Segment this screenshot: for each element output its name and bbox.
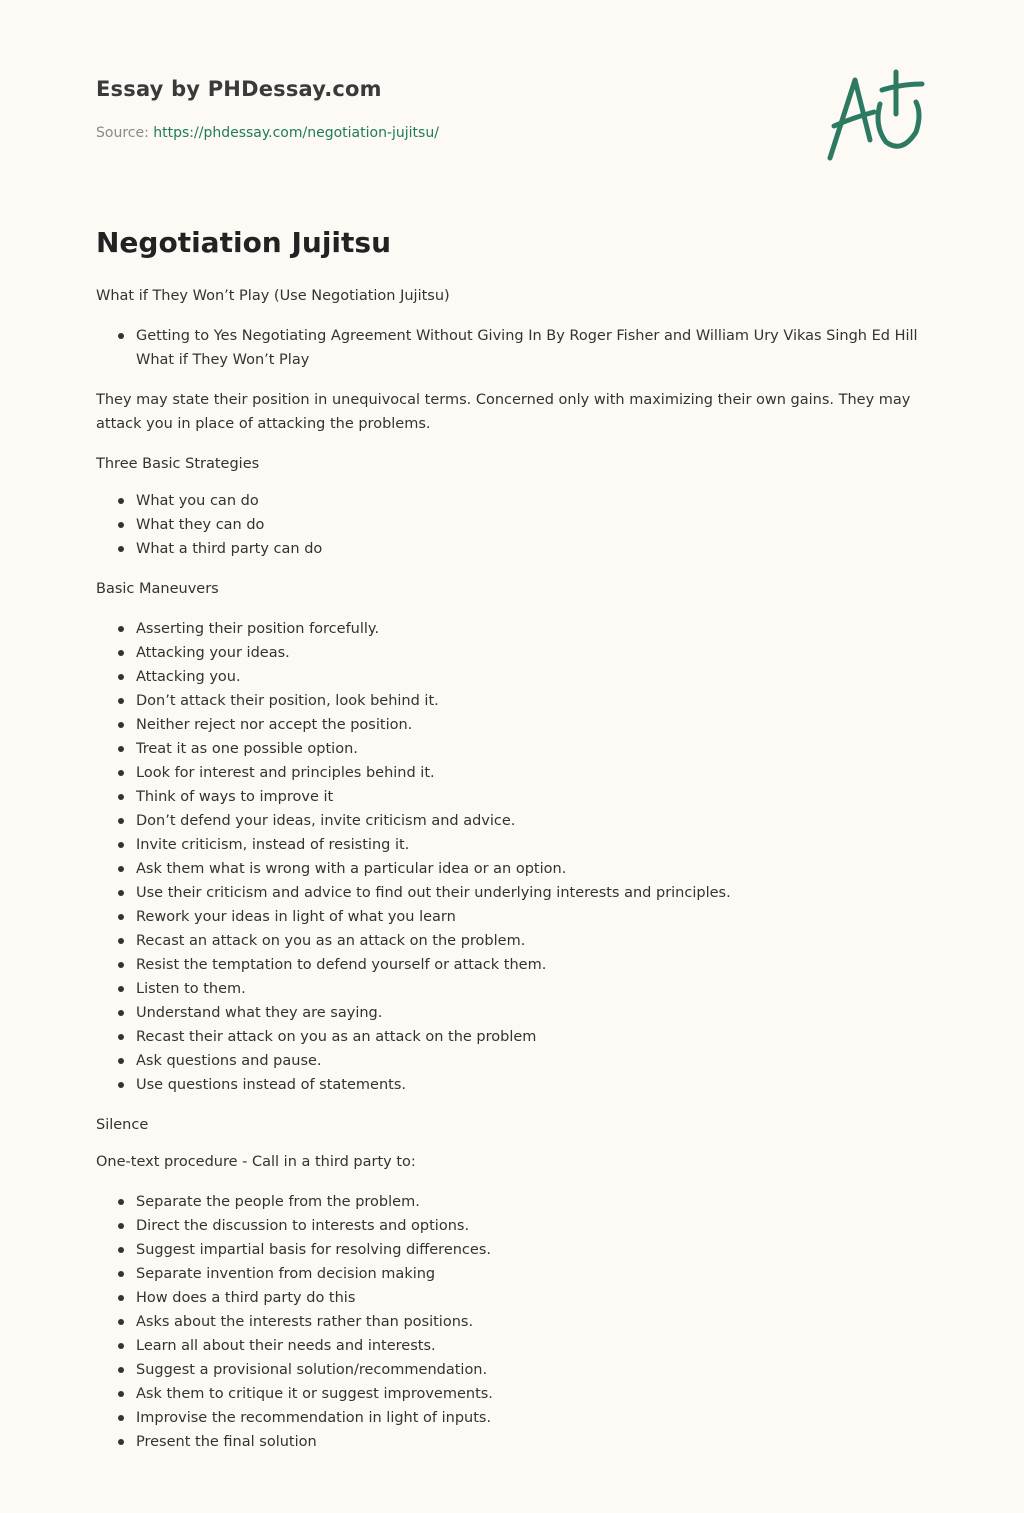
list-item: Improvise the recommendation in light of inputs.: [136, 1406, 926, 1430]
list-item: Direct the discussion to interests and options.: [136, 1214, 926, 1238]
list-item: Asserting their position forcefully.: [136, 617, 926, 641]
list-item: Resist the temptation to defend yourself or attack them.: [136, 953, 926, 977]
list-item: Asks about the interests rather than positions.: [136, 1310, 926, 1334]
list-item: Suggest impartial basis for resolving differences.: [136, 1238, 926, 1262]
list-item: What you can do: [136, 489, 926, 513]
list-item: Ask questions and pause.: [136, 1049, 926, 1073]
strategies-heading: Three Basic Strategies: [96, 456, 260, 472]
list-item: How does a third party do this: [136, 1286, 926, 1310]
list-item: Treat it as one possible option.: [136, 737, 926, 761]
strategies-list: [96, 489, 926, 561]
list-item: Getting to Yes Negotiating Agreement Without Giving In By Roger Fisher and William Ury Vikas Singh Ed Hill What if They Won’t Play: [136, 324, 926, 372]
list-item: Rework your ideas in light of what you learn: [136, 905, 926, 929]
list-item: Don’t attack their position, look behind it.: [136, 689, 926, 713]
page-title: Negotiation Jujitsu: [96, 226, 392, 259]
one-text-list: [96, 1190, 926, 1454]
list-item: Understand what they are saying.: [136, 1001, 926, 1025]
article-body: [96, 284, 926, 1470]
list-item: Ask them what is wrong with a particular idea or an option.: [136, 857, 926, 881]
list-item: Attacking your ideas.: [136, 641, 926, 665]
list-item: Invite criticism, instead of resisting it.: [136, 833, 926, 857]
intro-list: [96, 324, 926, 372]
maneuvers-heading: Basic Maneuvers: [96, 581, 219, 597]
list-item: Present the final solution: [136, 1430, 926, 1454]
list-item: Suggest a provisional solution/recommendation.: [136, 1358, 926, 1382]
list-item: Ask them to critique it or suggest improvements.: [136, 1382, 926, 1406]
silence-paragraph: Silence: [96, 1117, 149, 1133]
list-item: Use questions instead of statements.: [136, 1073, 926, 1097]
site-brand: Essay by PHDessay.com: [96, 77, 382, 101]
one-text-heading: One-text procedure - Call in a third party to:: [96, 1154, 416, 1170]
list-item: Neither reject nor accept the position.: [136, 713, 926, 737]
list-item: Recast an attack on you as an attack on the problem.: [136, 929, 926, 953]
maneuvers-list: [96, 617, 926, 1097]
list-item: Don’t defend your ideas, invite criticism and advice.: [136, 809, 926, 833]
list-item: Separate invention from decision making: [136, 1262, 926, 1286]
list-item: Use their criticism and advice to find out their underlying interests and principles.: [136, 881, 926, 905]
paragraph-1: They may state their position in unequivocal terms. Concerned only with maximizing their own gains. They may attack you in place of attacking the problems.: [96, 392, 911, 432]
list-item: Attacking you.: [136, 665, 926, 689]
list-item: Recast their attack on you as an attack on the problem: [136, 1025, 926, 1049]
list-item: Separate the people from the problem.: [136, 1190, 926, 1214]
logo-stroke-plus-h: [882, 84, 922, 90]
list-item: Learn all about their needs and interests.: [136, 1334, 926, 1358]
a-plus-logo-icon: [822, 68, 926, 164]
list-item: Think of ways to improve it: [136, 785, 926, 809]
source-line: [96, 125, 439, 141]
list-item: What they can do: [136, 513, 926, 537]
source-link[interactable]: https://phdessay.com/negotiation-jujitsu/: [153, 125, 439, 141]
source-label: Source:: [96, 125, 154, 141]
intro-paragraph: What if They Won’t Play (Use Negotiation Jujitsu): [96, 288, 450, 304]
list-item: Listen to them.: [136, 977, 926, 1001]
list-item: Look for interest and principles behind it.: [136, 761, 926, 785]
list-item: What a third party can do: [136, 537, 926, 561]
